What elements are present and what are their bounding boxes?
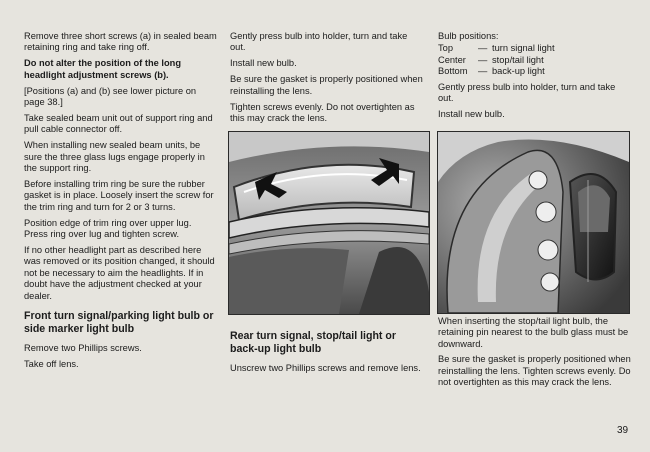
paragraph: Remove three short screws (a) in sealed beam retaining ring and take ring off. (24, 31, 217, 53)
paragraph: Be sure the gasket is properly positioned when reinstalling the lens. (230, 74, 423, 96)
right-column-lower (438, 316, 632, 392)
rear-light-photo (437, 131, 630, 314)
position-desc: stop/tail light (492, 54, 544, 65)
paragraph: Gently press bulb into holder, turn and take out. (230, 31, 408, 53)
paragraph: If no other headlight part as described here was removed or its position changed, it should not be necessary to aim the headlights. If in doubt have the adjustment checked at your dealer. (24, 245, 215, 301)
position-dash: — (478, 66, 488, 77)
paragraph: Remove two Phillips screws. (24, 343, 142, 354)
paragraph: Install new bulb. (438, 108, 505, 119)
section-heading-rear-turn-signal: Rear turn signal, stop/tail light or back-up light bulb (230, 330, 396, 355)
position-name: Bottom (438, 66, 468, 77)
warning-paragraph: Do not alter the position of the long headlight adjustment screws (b). (24, 58, 181, 80)
paragraph: Unscrew two Phillips screws and remove lens. (230, 363, 421, 373)
paragraph: Tighten screws evenly. Do not overtighten as this may crack the lens. (230, 101, 415, 123)
position-desc: back-up light (492, 66, 545, 77)
paragraph: Be sure the gasket is properly positioned when reinstalling the lens. Tighten screws evenly. Do not overtighten as this may crack the lens. (438, 354, 631, 388)
paragraph: When inserting the stop/tail light bulb, the retaining pin nearest to the bulb glass must be downward. (438, 316, 629, 349)
paragraph: Take sealed beam unit out of support ring and pull cable connector off. (24, 112, 213, 135)
paragraph: Install new bulb. (230, 58, 297, 69)
column-left (24, 31, 217, 375)
position-dash: — (478, 43, 488, 54)
section-heading-front-turn-signal: Front turn signal/parking light bulb or side marker light bulb (24, 310, 214, 335)
paragraph: Gently press bulb into holder, turn and take out. (438, 81, 616, 104)
paragraph: [Positions (a) and (b) see lower picture on page 38.] (24, 85, 197, 108)
paragraph: Take off lens. (24, 358, 79, 369)
bulb-positions-list (438, 43, 631, 77)
column-right (438, 31, 631, 125)
paragraph: Before installing trim ring be sure the rubber gasket is in place. Loosely insert the screw for the trim ring and turn for 2 or 3 turns. (24, 178, 214, 212)
rear-signal-section (230, 330, 426, 378)
paragraph: Position edge of trim ring over upper lug. Press ring over lug and tighten screw. (24, 217, 192, 240)
position-desc: turn signal light (492, 43, 555, 54)
page-number: 39 (617, 425, 629, 436)
front-turn-signal-photo (228, 131, 430, 315)
column-middle (230, 31, 423, 129)
position-name: Center (438, 54, 466, 65)
paragraph: When installing new sealed beam units, be sure the three glass lugs engage properly in the support ring. (24, 140, 205, 174)
position-dash: — (478, 54, 488, 65)
positions-title: Bulb positions: (438, 31, 499, 41)
position-name: Top (438, 43, 453, 54)
